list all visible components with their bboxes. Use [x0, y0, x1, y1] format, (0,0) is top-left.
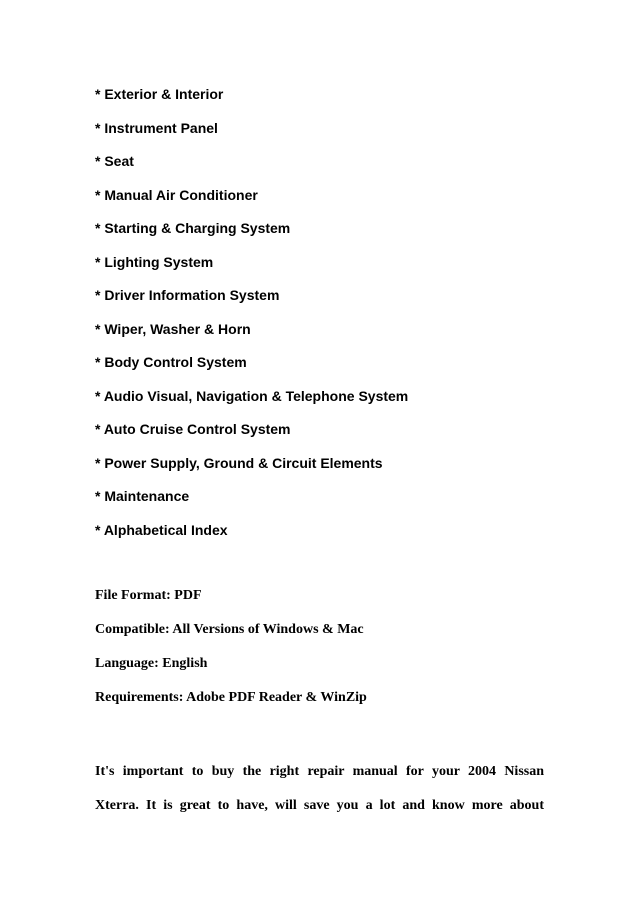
list-item: * Seat: [95, 153, 134, 169]
list-item: * Starting & Charging System: [95, 220, 291, 236]
list-item: * Maintenance: [95, 488, 190, 504]
list-item: * Power Supply, Ground & Circuit Elements: [95, 454, 383, 471]
list-item: * Manual Air Conditioner: [95, 186, 258, 203]
spec-language: Language: English: [95, 656, 208, 671]
list-item: * Instrument Panel: [95, 119, 218, 136]
contents-list: [95, 84, 408, 553]
list-item: * Audio Visual, Navigation & Telephone System: [95, 387, 409, 404]
list-item: * Lighting System: [95, 253, 214, 270]
spec-compatible: Compatible: All Versions of Windows & Mac: [95, 622, 364, 637]
spec-list: [95, 586, 367, 722]
body-paragraph: [95, 755, 544, 823]
list-item: * Body Control System: [95, 354, 247, 370]
paragraph-line: It's important to buy the right repair manual for your 2004 Nissan: [95, 764, 544, 779]
paragraph-line: Xterra. It is great to have, will save you a lot and know more about: [95, 798, 544, 813]
list-item: * Driver Information System: [95, 287, 280, 303]
list-item: * Wiper, Washer & Horn: [95, 320, 251, 337]
spec-file-format: File Format: PDF: [95, 588, 202, 603]
list-item: * Exterior & Interior: [95, 86, 224, 102]
list-item: * Alphabetical Index: [95, 521, 228, 538]
spec-requirements: Requirements: Adobe PDF Reader & WinZip: [95, 690, 367, 705]
list-item: * Auto Cruise Control System: [95, 421, 291, 437]
